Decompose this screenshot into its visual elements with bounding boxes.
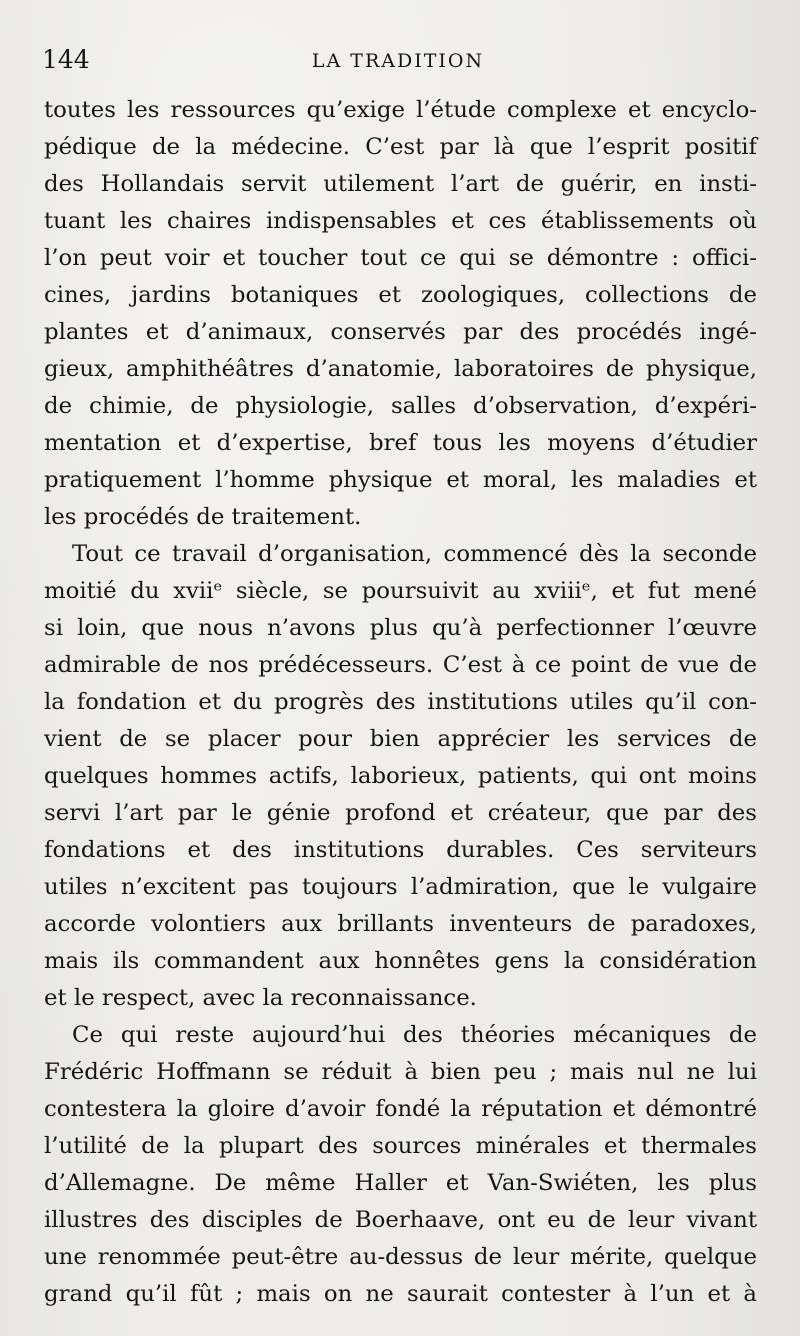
text-line: vient de se placer pour bien apprécier les services de — [44, 726, 757, 752]
page-number: 144 — [42, 45, 90, 74]
running-head — [42, 40, 754, 80]
text-line: pratiquement l’homme physique et moral, les maladies et — [44, 467, 757, 493]
text-line: accorde volontiers aux brillants inventeurs de paradoxes, — [44, 911, 757, 937]
text-line: quelques hommes actifs, laborieux, patients, qui ont moins — [44, 763, 757, 789]
text-line: mentation et d’expertise, bref tous les moyens d’étudier — [44, 430, 757, 456]
text-line: et le respect, avec la reconnaissance. — [44, 985, 477, 1011]
paragraph-start-line: Ce qui reste aujourd’hui des théories mécaniques de — [72, 1022, 757, 1048]
body-text — [44, 92, 757, 1313]
text-line: pédique de la médecine. C’est par là que l’esprit positif — [44, 134, 757, 160]
text-line: d’Allemagne. De même Haller et Van-Swiéten, les plus — [44, 1170, 757, 1196]
text-line: cines, jardins botaniques et zoologiques, collections de — [44, 282, 757, 308]
text-line: servi l’art par le génie profond et créateur, que par des — [44, 800, 757, 826]
text-line: contestera la gloire d’avoir fondé la réputation et démontré — [44, 1096, 757, 1122]
text-line: illustres des disciples de Boerhaave, ont eu de leur vivant — [44, 1207, 757, 1233]
text-line: mais ils commandent aux honnêtes gens la considération — [44, 948, 757, 974]
text-line: si loin, que nous n’avons plus qu’à perfectionner l’œuvre — [44, 615, 757, 641]
text-line: toutes les ressources qu’exige l’étude complexe et encyclo- — [44, 97, 757, 123]
running-title: LA TRADITION — [311, 50, 485, 72]
text-line: l’utilité de la plupart des sources minérales et thermales — [44, 1133, 757, 1159]
text-line: utiles n’excitent pas toujours l’admiration, que le vulgaire — [44, 874, 757, 900]
text-line: fondations et des institutions durables. Ces serviteurs — [44, 837, 757, 863]
text-line: moitié du xviiᵉ siècle, se poursuivit au xviiiᵉ, et fut mené — [44, 578, 757, 604]
text-line: l’on peut voir et toucher tout ce qui se démontre : offici- — [44, 245, 757, 271]
text-line: admirable de nos prédécesseurs. C’est à ce point de vue de — [44, 652, 757, 678]
text-line: la fondation et du progrès des institutions utiles qu’il con- — [44, 689, 757, 715]
text-line: gieux, amphithéâtres d’anatomie, laboratoires de physique, — [44, 356, 757, 382]
text-line: les procédés de traitement. — [44, 504, 362, 530]
text-line: de chimie, de physiologie, salles d’observation, d’expéri- — [44, 393, 757, 419]
text-line: tuant les chaires indispensables et ces établissements où — [44, 208, 757, 234]
text-line: une renommée peut-être au-dessus de leur mérite, quelque — [44, 1244, 757, 1270]
paragraph-start-line: Tout ce travail d’organisation, commencé dès la seconde — [72, 541, 757, 567]
text-line: grand qu’il fût ; mais on ne saurait contester à l’un et à — [44, 1281, 757, 1307]
text-line: plantes et d’animaux, conservés par des procédés ingé- — [44, 319, 757, 345]
text-line: des Hollandais servit utilement l’art de guérir, en insti- — [44, 171, 757, 197]
text-line: Frédéric Hoffmann se réduit à bien peu ; mais nul ne lui — [44, 1059, 757, 1085]
